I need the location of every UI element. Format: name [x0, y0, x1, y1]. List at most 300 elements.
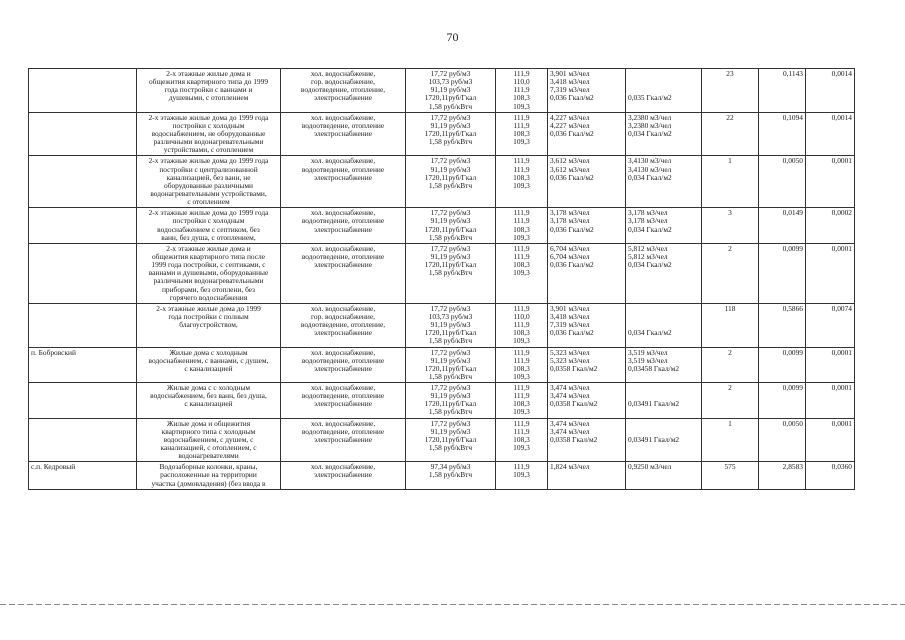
- cell-line: 91,19 руб/м3: [430, 355, 471, 365]
- cell-line: 1,824 м3/чел: [550, 462, 590, 472]
- cell-line: водонагревателями: [178, 451, 239, 461]
- tariff-indexes: [496, 156, 548, 208]
- cell-line: водоснабжением, с душем, с: [163, 434, 254, 444]
- building-description: [137, 156, 281, 208]
- cell-line: 6,704 м3/чел: [550, 243, 590, 253]
- tariff-values: [406, 303, 496, 347]
- cell-line: водоснабжением, без ванн, без душа,: [150, 391, 267, 401]
- tariff-values: [406, 383, 496, 419]
- utility-services: [281, 156, 406, 208]
- cell-line: 1720,11руб/Гкал: [424, 363, 477, 373]
- cell-line: 3,178 м3/чел: [628, 216, 668, 226]
- cell-line: гор. водоснабжение,: [311, 311, 375, 321]
- cell-line: 3,612 м3/чел: [550, 156, 590, 166]
- cell-line: 3,418 м3/чел: [550, 311, 590, 321]
- tariff-indexes: [496, 462, 548, 489]
- consumption-norms: [548, 243, 626, 303]
- tariff-table: [28, 68, 855, 490]
- share-value-secondary: 0,0001: [806, 383, 855, 419]
- cell-line: 3,178 м3/чел: [550, 208, 590, 218]
- cell-line: 3,474 м3/чел: [550, 418, 590, 428]
- cell-line: канализацией, без ванн, не: [166, 172, 251, 182]
- cell-line: 108,3: [513, 328, 530, 338]
- unit-count: 1: [702, 156, 759, 208]
- cell-line: приборами, без отоплени, без: [161, 284, 256, 294]
- building-description: [137, 383, 281, 419]
- cell-line: 3,4130 м3/чел: [628, 164, 672, 174]
- share-value: 0,1094: [759, 112, 806, 156]
- cell-line: 0,034 Гкал/м2: [628, 328, 672, 338]
- cell-line: 111,9: [513, 426, 530, 436]
- cell-line: 1720,11руб/Гкал: [424, 172, 477, 182]
- consumption-norms: [548, 462, 626, 489]
- cell-line: постройки с холодным: [172, 216, 245, 226]
- cell-line: 5,812 м3/чел: [628, 243, 668, 253]
- cell-line: 3,474 м3/чел: [550, 391, 590, 401]
- cell-line: 1999 года постройки, с септиками, с: [151, 260, 266, 270]
- building-description: [137, 243, 281, 303]
- utility-services: [281, 462, 406, 489]
- cell-line: хол. водоснабжение,: [310, 347, 376, 357]
- cell-line: электроснабжение: [314, 470, 372, 480]
- building-description: [137, 418, 281, 462]
- cell-line: 3,4130 м3/чел: [628, 156, 672, 166]
- utility-services: [281, 418, 406, 462]
- cell-line: 109,3: [513, 101, 530, 111]
- cell-line: Жилые дома и общежития: [166, 418, 251, 428]
- cell-line: 109,3: [513, 232, 530, 242]
- cell-line: 111,9: [513, 383, 530, 393]
- tariff-indexes: [496, 243, 548, 303]
- cell-line: 111,9: [513, 243, 530, 253]
- cell-line: 111,9: [513, 391, 530, 401]
- cell-line: хол. водоснабжение,: [310, 243, 376, 253]
- cell-line: 17,72 руб/м3: [430, 112, 471, 122]
- cell-line: благоустройством,: [179, 320, 238, 330]
- cell-line: электроснабжение: [314, 93, 372, 103]
- share-value-secondary: 0,0001: [806, 347, 855, 383]
- cell-line: 0,036 Гкал/м2: [550, 328, 594, 338]
- cell-line: электроснабжение: [314, 128, 372, 138]
- tariff-values: [406, 347, 496, 383]
- share-value-secondary: 0,0001: [806, 243, 855, 303]
- adjusted-norms: [626, 208, 702, 244]
- share-value-secondary: 0,0001: [806, 156, 855, 208]
- share-value-secondary: 0,0360: [806, 462, 855, 489]
- cell-line: 4,227 м3/чел: [550, 120, 590, 130]
- tariff-indexes: [496, 208, 548, 244]
- cell-line: электроснабжение: [314, 399, 372, 409]
- cell-line: 109,3: [513, 137, 530, 147]
- cell-line: 1,58 руб/кВтч: [428, 336, 473, 346]
- cell-line: электроснабжение: [314, 224, 372, 234]
- consumption-norms: [548, 347, 626, 383]
- cell-line: оборудованные различными: [164, 180, 253, 190]
- cell-line: канализацией, с отоплением, с: [160, 443, 257, 453]
- cell-line: 0,036 Гкал/м2: [550, 128, 594, 138]
- cell-line: 91,19 руб/м3: [430, 426, 471, 436]
- cell-line: 3,418 м3/чел: [550, 77, 590, 87]
- cell-line: 111,9: [513, 303, 530, 313]
- cell-line: 1,58 руб/кВтч: [428, 443, 473, 453]
- cell-line: 0,03491 Гкал/м2: [628, 399, 680, 409]
- settlement-name: [29, 208, 137, 244]
- cell-line: участка (домовладения) (без ввода в: [151, 478, 266, 488]
- cell-line: различными водонагревательными: [153, 137, 264, 147]
- cell-line: 2-х этажные жилые дома и: [166, 69, 251, 78]
- share-value: 0,0099: [759, 243, 806, 303]
- building-description: [137, 303, 281, 347]
- cell-line: хол. водоснабжение,: [310, 462, 376, 472]
- tariff-indexes: [496, 383, 548, 419]
- adjusted-norms: [626, 303, 702, 347]
- utility-services: [281, 69, 406, 113]
- tariff-values: [406, 69, 496, 113]
- cell-line: 1,58 руб/кВтч: [428, 407, 473, 417]
- utility-services: [281, 208, 406, 244]
- cell-line: с канализацией: [184, 363, 233, 373]
- cell-line: водоотведение, отопление,: [300, 320, 386, 330]
- cell-line: 0,0358 Гкал/м2: [550, 363, 598, 373]
- cell-line: 108,3: [513, 399, 530, 409]
- cell-line: 1720,11руб/Гкал: [424, 434, 477, 444]
- cell-line: года постройки с ваннами и: [164, 85, 253, 95]
- cell-line: 91,19 руб/м3: [430, 120, 471, 130]
- cell-line: квартирного типа с холодным: [161, 426, 256, 436]
- cell-line: 103,73 руб/м3: [428, 77, 473, 87]
- unit-count: 3: [702, 208, 759, 244]
- cell-line: с канализацией: [184, 399, 233, 409]
- page-number: 70: [446, 30, 459, 44]
- unit-count: 23: [702, 69, 759, 113]
- cell-line: водоотведение, отопление: [301, 216, 385, 226]
- cell-line: 17,72 руб/м3: [430, 418, 471, 428]
- tariff-indexes: [496, 303, 548, 347]
- cell-line: 5,812 м3/чел: [628, 251, 668, 261]
- cell-line: 1720,11руб/Гкал: [424, 128, 477, 138]
- cell-line: 0,036 Гкал/м2: [550, 172, 594, 182]
- table-row: [29, 69, 855, 113]
- cell-line: 17,72 руб/м3: [430, 156, 471, 166]
- cell-line: водонагревательными устройствами,: [150, 188, 267, 198]
- cell-line: электроснабжение: [314, 172, 372, 182]
- tariff-indexes: [496, 112, 548, 156]
- share-value: 0,0050: [759, 156, 806, 208]
- cell-line: 111,9: [513, 112, 530, 122]
- cell-line: 110,0: [513, 311, 530, 321]
- cell-line: 3,2380 м3/чел: [628, 120, 672, 130]
- cell-line: 17,72 руб/м3: [430, 208, 471, 218]
- cell-line: 111,9: [513, 462, 530, 472]
- cell-line: 2-х этажные жилые дома до 1999 года: [148, 156, 269, 166]
- tariff-values: [406, 462, 496, 489]
- cell-line: 3,519 м3/чел: [628, 347, 668, 357]
- building-description: [137, 69, 281, 113]
- cell-line: 2-х этажные жилые дома до 1999 года: [148, 112, 269, 122]
- cell-line: 0,9250 м3/чел: [628, 462, 672, 472]
- table-row: [29, 383, 855, 419]
- cell-line: общежития квартирного типа после: [151, 251, 266, 261]
- cell-line: 3,178 м3/чел: [628, 208, 668, 218]
- cell-line: 103,73 руб/м3: [428, 311, 473, 321]
- cell-line: 17,72 руб/м3: [430, 347, 471, 357]
- table-row: [29, 112, 855, 156]
- table-body: [29, 69, 855, 490]
- cell-line: водоснабжением, с ваннами, с душем,: [148, 355, 269, 365]
- table-row: [29, 243, 855, 303]
- cell-line: 91,19 руб/м3: [430, 216, 471, 226]
- unit-count: 118: [702, 303, 759, 347]
- tariff-indexes: [496, 347, 548, 383]
- cell-line: 3,519 м3/чел: [628, 355, 668, 365]
- cell-line: 111,9: [513, 251, 530, 261]
- cell-line: 17,72 руб/м3: [430, 303, 471, 313]
- cell-line: водоотведение, отопление,: [300, 85, 386, 95]
- cell-line: электроснабжение: [314, 434, 372, 444]
- cell-line: 1,58 руб/кВтч: [428, 232, 473, 242]
- cell-line: [628, 384, 699, 392]
- tariff-values: [406, 112, 496, 156]
- cell-line: 0,034 Гкал/м2: [628, 260, 672, 270]
- cell-line: постройки с холодным: [172, 120, 245, 130]
- cell-line: 6,704 м3/чел: [550, 251, 590, 261]
- cell-line: 91,19 руб/м3: [430, 164, 471, 174]
- cell-line: ванн, без душа, с отоплением,: [161, 232, 256, 242]
- tariff-values: [406, 418, 496, 462]
- table-row: [29, 208, 855, 244]
- table-row: [29, 303, 855, 347]
- cell-line: 2-х этажные жилые дома и: [166, 243, 251, 253]
- cell-line: хол. водоснабжение,: [310, 156, 376, 166]
- consumption-norms: [548, 383, 626, 419]
- cell-line: гор. водоснабжение,: [311, 77, 375, 87]
- cell-line: 5,323 м3/чел: [550, 355, 590, 365]
- building-description: [137, 347, 281, 383]
- cell-line: 1,58 руб/кВтч: [428, 268, 473, 278]
- unit-count: 575: [702, 462, 759, 489]
- settlement-name: [29, 112, 137, 156]
- cell-line: 108,3: [513, 93, 530, 103]
- cell-line: 111,9: [513, 164, 530, 174]
- cell-line: 3,612 м3/чел: [550, 164, 590, 174]
- unit-count: 2: [702, 347, 759, 383]
- consumption-norms: [548, 303, 626, 347]
- settlement-name: [29, 69, 137, 113]
- cell-line: 110,0: [513, 77, 530, 87]
- cell-line: 109,3: [513, 371, 530, 381]
- cell-line: 109,3: [513, 336, 530, 346]
- adjusted-norms: [626, 462, 702, 489]
- cell-line: Жилые дома с холодным: [169, 347, 248, 357]
- consumption-norms: [548, 156, 626, 208]
- table-row: [29, 156, 855, 208]
- cell-line: 1720,11руб/Гкал: [424, 93, 477, 103]
- cell-line: 109,3: [513, 470, 530, 480]
- cell-line: 3,474 м3/чел: [550, 383, 590, 393]
- cell-line: 17,72 руб/м3: [430, 383, 471, 393]
- cell-line: 108,3: [513, 224, 530, 234]
- cell-line: 111,9: [513, 418, 530, 428]
- cell-line: года постройки с полным: [168, 311, 249, 321]
- table-row: [29, 462, 855, 489]
- cell-line: Водозаборные колонки, краны,: [159, 462, 258, 472]
- settlement-name: [29, 243, 137, 303]
- cell-line: 0,034 Гкал/м2: [628, 224, 672, 234]
- cell-line: 3,2380 м3/чел: [628, 112, 672, 122]
- cell-line: [628, 305, 699, 313]
- cell-line: 111,9: [513, 208, 530, 218]
- utility-services: [281, 303, 406, 347]
- cell-line: Жилые дома с с холодным: [166, 383, 251, 393]
- cell-line: 111,9: [513, 69, 530, 78]
- cell-line: 111,9: [513, 355, 530, 365]
- cell-line: 0,036 Гкал/м2: [550, 224, 594, 234]
- cell-line: общежития квартирного типа до 1999: [148, 77, 269, 87]
- adjusted-norms: [626, 112, 702, 156]
- cell-line: хол. водоснабжение,: [310, 383, 376, 393]
- cell-line: 0,03491 Гкал/м2: [628, 434, 680, 444]
- cell-line: 109,3: [513, 180, 530, 190]
- cell-line: с отоплением: [187, 197, 230, 207]
- share-value-secondary: 0,0014: [806, 112, 855, 156]
- cell-line: электроснабжение: [314, 260, 372, 270]
- cell-line: водоотведение, отопление: [301, 120, 385, 130]
- settlement-name: [29, 156, 137, 208]
- adjusted-norms: [626, 69, 702, 113]
- adjusted-norms: [626, 156, 702, 208]
- cell-line: различными водонагревательными: [153, 276, 264, 286]
- adjusted-norms: [626, 347, 702, 383]
- cell-line: электроснабжение: [314, 328, 372, 338]
- cell-line: 108,3: [513, 128, 530, 138]
- cell-line: водоснабжением, не оборудованные: [151, 128, 266, 138]
- tariff-indexes: [496, 418, 548, 462]
- cell-line: 0,035 Гкал/м2: [628, 93, 672, 103]
- cell-line: 97,34 руб/м3: [430, 462, 471, 472]
- cell-line: 111,9: [513, 156, 530, 166]
- building-description: [137, 208, 281, 244]
- cell-line: 3,178 м3/чел: [550, 216, 590, 226]
- cell-line: водоотведение, отопление: [301, 355, 385, 365]
- share-value: 0,0149: [759, 208, 806, 244]
- cell-line: [628, 70, 699, 78]
- cell-line: 17,72 руб/м3: [430, 69, 471, 78]
- cell-line: водоотведение, отопление: [301, 251, 385, 261]
- unit-count: 1: [702, 418, 759, 462]
- cell-line: [628, 420, 699, 428]
- cell-line: 3,901 м3/чел: [550, 303, 590, 313]
- cell-line: 91,19 руб/м3: [430, 320, 471, 330]
- cell-line: водоснабжением с септиком, без: [157, 224, 260, 234]
- cell-line: душевыми, с отоплением: [168, 93, 249, 103]
- cell-line: водоотведение, отопление: [301, 426, 385, 436]
- share-value: 0,0050: [759, 418, 806, 462]
- adjusted-norms: [626, 383, 702, 419]
- cell-line: 91,19 руб/м3: [430, 85, 471, 95]
- settlement-name: [29, 303, 137, 347]
- settlement-name: с.п. Кедровый: [29, 462, 137, 489]
- cell-line: хол. водоснабжение,: [310, 418, 376, 428]
- utility-services: [281, 243, 406, 303]
- cell-line: 2-х этажные жилые дома до 1999: [156, 303, 261, 313]
- cell-line: 108,3: [513, 172, 530, 182]
- cell-line: 1720,11руб/Гкал: [424, 260, 477, 270]
- cell-line: 4,227 м3/чел: [550, 112, 590, 122]
- cell-line: 108,3: [513, 260, 530, 270]
- cell-line: 109,3: [513, 268, 530, 278]
- tariff-values: [406, 156, 496, 208]
- unit-count: 22: [702, 112, 759, 156]
- cell-line: 0,03458 Гкал/м2: [628, 363, 680, 373]
- cell-line: 1,58 руб/кВтч: [428, 101, 473, 111]
- adjusted-norms: [626, 243, 702, 303]
- consumption-norms: [548, 69, 626, 113]
- cell-line: ваннами и душевыми, оборудованные: [148, 268, 269, 278]
- building-description: [137, 462, 281, 489]
- cell-line: постройки с централизованной: [159, 164, 258, 174]
- cell-line: 1,58 руб/кВтч: [428, 470, 473, 480]
- cell-line: 17,72 руб/м3: [430, 243, 471, 253]
- consumption-norms: [548, 208, 626, 244]
- cell-line: 0,0358 Гкал/м2: [550, 399, 598, 409]
- building-description: [137, 112, 281, 156]
- cell-line: 5,323 м3/чел: [550, 347, 590, 357]
- cell-line: 1720,11руб/Гкал: [424, 224, 477, 234]
- share-value-secondary: 0,0014: [806, 69, 855, 113]
- cell-line: расположенные на территории: [160, 470, 257, 480]
- cell-line: 111,9: [513, 320, 530, 330]
- cell-line: 1,58 руб/кВтч: [428, 180, 473, 190]
- cell-line: водоотведение, отопление: [301, 164, 385, 174]
- consumption-norms: [548, 418, 626, 462]
- cell-line: 109,3: [513, 407, 530, 417]
- adjusted-norms: [626, 418, 702, 462]
- share-value-secondary: 0,0002: [806, 208, 855, 244]
- cell-line: 108,3: [513, 363, 530, 373]
- tariff-indexes: [496, 69, 548, 113]
- cell-line: электроснабжение: [314, 363, 372, 373]
- tariff-values: [406, 243, 496, 303]
- settlement-name: п. Бобровский: [29, 347, 137, 383]
- cell-line: 91,19 руб/м3: [430, 251, 471, 261]
- cell-line: 111,9: [513, 85, 530, 95]
- cell-line: 7,319 м3/чел: [550, 85, 590, 95]
- unit-count: 2: [702, 383, 759, 419]
- table-row: [29, 418, 855, 462]
- share-value: 0,0099: [759, 383, 806, 419]
- cell-line: 0,034 Гкал/м2: [628, 172, 672, 182]
- table-row: [29, 347, 855, 383]
- cell-line: 2-х этажные жилые дома до 1999 года: [148, 208, 269, 218]
- utility-services: [281, 347, 406, 383]
- cell-line: 7,319 м3/чел: [550, 320, 590, 330]
- unit-count: 2: [702, 243, 759, 303]
- cell-line: хол. водоснабжение,: [310, 69, 376, 78]
- cell-line: 108,3: [513, 434, 530, 444]
- cell-line: 0,034 Гкал/м2: [628, 128, 672, 138]
- share-value: 0,0099: [759, 347, 806, 383]
- cell-line: 111,9: [513, 216, 530, 226]
- cell-line: 1,58 руб/кВтч: [428, 371, 473, 381]
- cell-line: 3,901 м3/чел: [550, 69, 590, 78]
- cell-line: хол. водоснабжение,: [310, 112, 376, 122]
- cell-line: 111,9: [513, 120, 530, 130]
- cell-line: 0,036 Гкал/м2: [550, 93, 594, 103]
- cell-line: горячего водоснабжения: [169, 292, 248, 302]
- cell-line: 111,9: [513, 347, 530, 357]
- cell-line: водоотведение, отопление: [301, 391, 385, 401]
- share-value: 0,1143: [759, 69, 806, 113]
